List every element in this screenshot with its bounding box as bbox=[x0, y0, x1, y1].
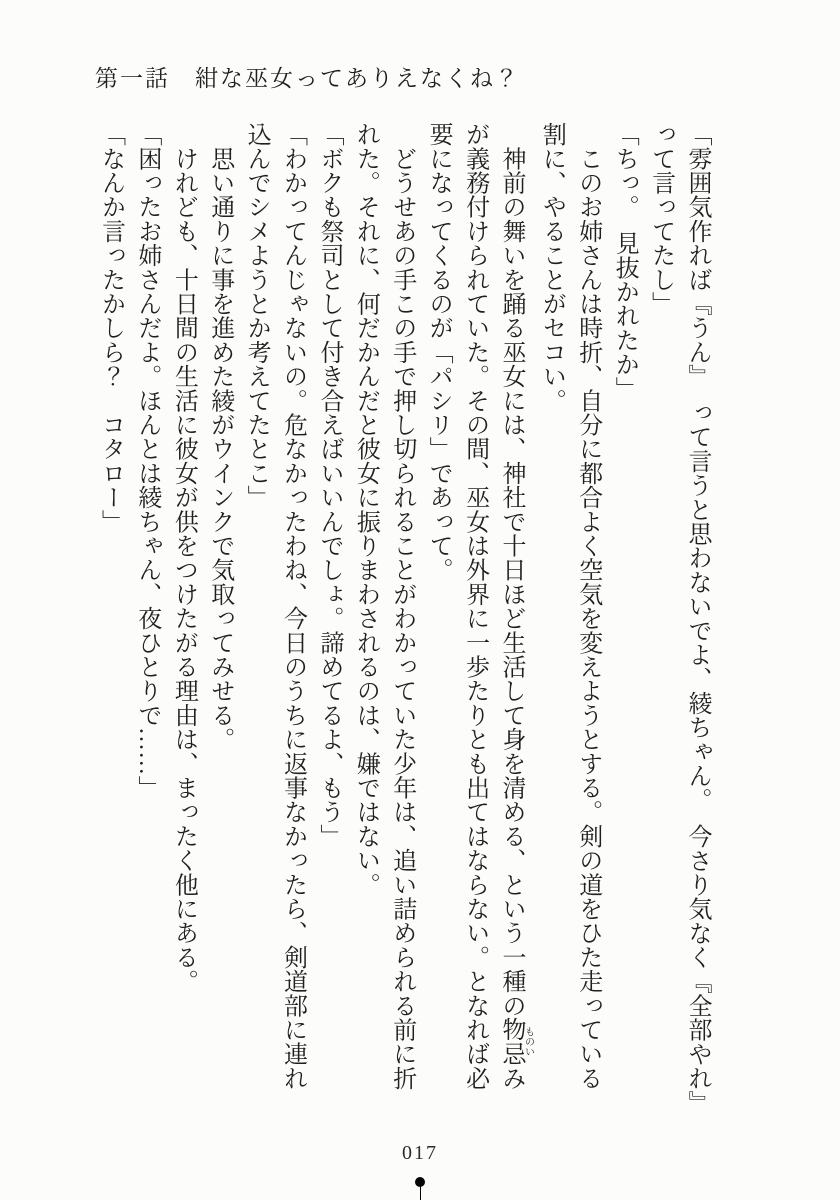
text-line: 要になってくるのが「パシリ」であって。 bbox=[425, 122, 452, 582]
text-line: 「ボクも祭司として付き合えばいいんでしょ。諦めてるよ、もう」 bbox=[315, 122, 342, 848]
text-line: けれども、十日間の生活に彼女が供をつけたがる理由は、まったく他にある。 bbox=[170, 122, 197, 994]
text-line: 「雰囲気作れば『うん』 って言うと思わないでよ、綾ちゃん。 今さり気なく『全部やれ』 bbox=[684, 122, 710, 1115]
text-line: 込んでシメようとか考えてたとこ」 bbox=[243, 122, 270, 510]
text-line: 「なんか言ったかしら？ コタロー」 bbox=[97, 122, 124, 534]
text-line: このお姉さんは時折、自分に都合よく空気を変えようとする。剣の道をひた走っている bbox=[574, 122, 601, 1090]
text-line: 神前の舞いを踊る巫女には、神社で十日ほど生活して身を清める、という一種の物忌ものいみ bbox=[497, 122, 534, 1091]
text-line: 「ちっ。 見抜かれたか」 bbox=[611, 122, 638, 401]
text-line: 割に、やることがセコい。 bbox=[538, 122, 565, 413]
text-line: どうせあの手この手で押し切られることがわかっていた少年は、追い詰められる前に折 bbox=[388, 122, 415, 1091]
text-line: 思い通りに事を進めた綾がウインクで気取ってみせる。 bbox=[206, 122, 233, 752]
chapter-header: 第一話 紺な巫女ってありえなくね？ bbox=[95, 66, 520, 91]
text-line: れた。それに、何だかんだと彼女に振りまわされるのは、嫌ではない。 bbox=[352, 122, 379, 897]
text-line: 「困ったお姉さんだよ。ほんとは綾ちゃん、夜ひとりで……」 bbox=[133, 122, 160, 800]
text-line: って言ってたし」 bbox=[647, 122, 674, 316]
text-line: が義務付けられていた。その間、巫女は外界に一歩たりとも出てはならない。となれば必 bbox=[461, 122, 488, 1090]
page-number: 017 bbox=[402, 1142, 438, 1164]
body-text bbox=[93, 122, 715, 1152]
text-line: 「わかってんじゃないの。危なかったわね、今日のうちに返事なかったら、剣道部に連れ bbox=[279, 122, 306, 1090]
footer-tick-line bbox=[420, 1186, 421, 1200]
ruby-annotated-word: 物忌ものい bbox=[497, 1017, 534, 1066]
